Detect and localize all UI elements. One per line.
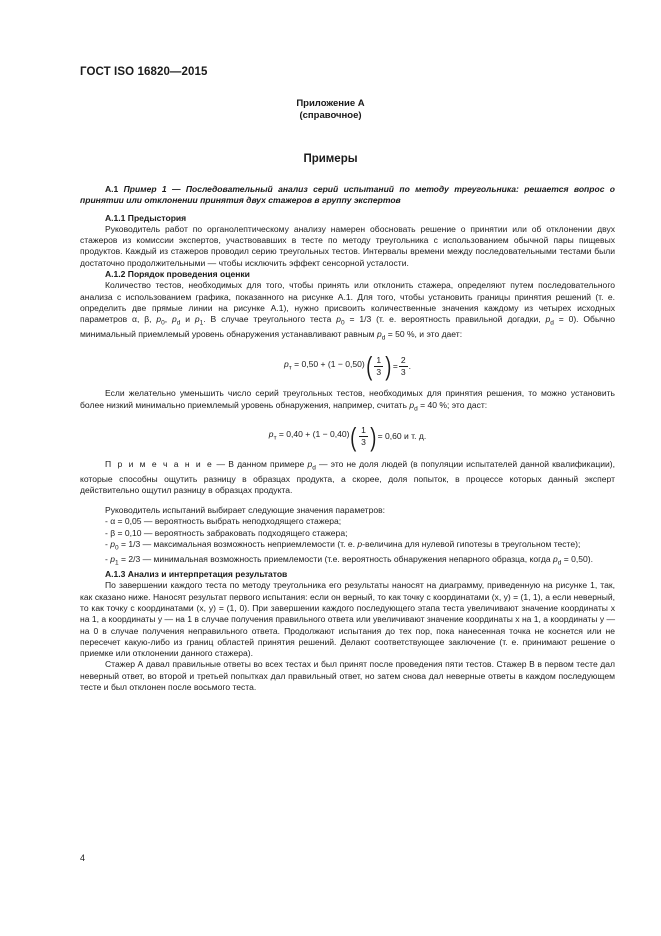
fraction-one-third: $\frac{1}{3}$ — [361, 425, 366, 448]
example-heading — [80, 184, 615, 207]
fraction-one-third: $\frac{1}{3}$ — [376, 354, 382, 377]
left-paren: ( — [350, 421, 357, 452]
section-title: Примеры — [303, 153, 358, 165]
fraction-two-thirds: $\frac{2}{3}$ — [400, 354, 406, 377]
trainee-results-paragraph: Стажер А давал правильные ответы во всех тестах и был принят после проведения пяти тестов. Стажер В в первом тесте дал неверный ответ, во второй и третьей попытках дал правильный ответ, но затем снова дал неверные ответы в каждом последующем тесте и был отклонен после восьмого теста. — [80, 659, 615, 693]
param-alpha: - α = 0,05 — вероятность выбрать неподходящего стажера; — [105, 516, 342, 527]
example-title: Пример 1 — Последовательный анализ серий испытаний по методу треугольника: решается вопрос о принятии или отклонении принятия двух стажеров в группу экспертов — [80, 184, 616, 206]
subsection-procedure-title: А.1.2 Порядок проведения оценки — [105, 269, 250, 280]
background-text: Руководитель работ по органолептическому анализу намерен обосновать решение о принятии или об отклонении двух стажеров из комиссии экспертов, участвовавших в тесте по методу треугольника с использованием обычной пары пищевых продуктов. Каждый из стажеров проводил серию треугольных тестов. Интервалы времени между последовательными тестами были достаточно продолжительными — чтобы исключить эффект сенсорной усталости. — [80, 223, 615, 268]
page-number: 4 — [80, 853, 86, 863]
annex-heading — [0, 98, 661, 122]
subsection-background-title: А.1.1 Предыстория — [105, 212, 187, 223]
param-p1: - $p_1 = 2/3$ — минимальная возможность приемлемости (т.е. вероятность обнаружения непарного образца, когда $p_d = 0,50$). — [105, 554, 593, 567]
reduce-paragraph: Если желательно уменьшить число серий треугольных тестов, необходимых для принятия решения, то можно установить более низкий минимально приемлемый уровень обнаружения, например, считать $p_d = 40$ %; это даст: — [80, 388, 615, 413]
document-body — [80, 184, 615, 693]
annex-label: Приложение А — [296, 98, 365, 109]
annex-type: (справочное) — [299, 110, 362, 121]
param-beta: - β = 0,10 — вероятность забраковать подходящего стажера; — [105, 527, 348, 538]
analysis-paragraph: По завершении каждого теста по методу треугольника его результаты наносят на диаграмму, приведенную на рисунке 1, так, как сказано ниже. Наносят результат первого испытания: если он верный, то как точку с координатами (x, y) = (1, 1), а если неверный, то как точку с координатами (x, y) = (1, 0). При завершении каждого последующего этапа теста увеличивают значение координаты x на 1, а координаты y — на 1 в случае получения правильного ответа или увеличивают значение координаты x на 1, а координаты y — на 0 в случае получения неправильного ответа. Продолжают испытания до тех пор, пока нанесенная точка не коснется или не пересечет какую-либо из границ областей принятия решений. Делают соответствующее заключение (т. е. принимают решение о приемке или отклонении данного стажера). — [80, 580, 616, 659]
choose-params-text: Руководитель испытаний выбирает следующие значения параметров: — [105, 505, 385, 516]
example-number: А.1 — [105, 184, 119, 194]
formula-1: $p_т = 0,50 + (1 - 0,50)$ ( $\frac{1}{3}$ ) = $\frac{2}{3}$ . — [284, 351, 411, 382]
standard-header: ГОСТ ISO 16820—2015 — [80, 66, 208, 78]
procedure-paragraph: Количество тестов, необходимых для того, чтобы принять или отклонить стажера, определяют путем последовательного анализа с использованием графика, показанного на рисунке А.1. Для того, чтобы установить границы принятия решений (т. е. определить две прямые линии на рисунке А.1), нужно присвоить количественные значения каждому из четырех исходных параметров α, β, $p_0$, $p_d$ и $p_1$. В случае треугольного теста $p_0 = 1/3$ (т. е. вероятность правильной догадки, $p_d = 0$). Обычно минимальный приемлемый уровень обнаружения устанавливают равным $p_d = 50$ %, и это дает: — [80, 280, 616, 342]
formula-2: $p_т = 0,40 + (1 - 0,40)$ ( $\frac{1}{3}$ ) = 0,60 и т. д. — [268, 421, 427, 452]
note-paragraph: П р и м е ч а н и е — В данном примере $p_d$ — это не доля людей (в популяции испытателей данной квалификации), которые способны ощутить разницу в образцах продукта, а скорее, доля попыток, в процессе которых данный эксперт действительно ощутил разницу в образцах продукта. — [80, 458, 615, 495]
subsection-analysis-title: А.1.3 Анализ и интерпретация результатов — [105, 569, 288, 580]
right-paren: ) — [385, 351, 392, 382]
param-p0: - $p_0 = 1/3$ — максимальная возможность неприемлемости (т. е. p-величина для нулевой гипотезы в треугольном тесте); — [105, 539, 581, 552]
right-paren: ) — [370, 421, 377, 452]
left-paren: ( — [366, 351, 373, 382]
